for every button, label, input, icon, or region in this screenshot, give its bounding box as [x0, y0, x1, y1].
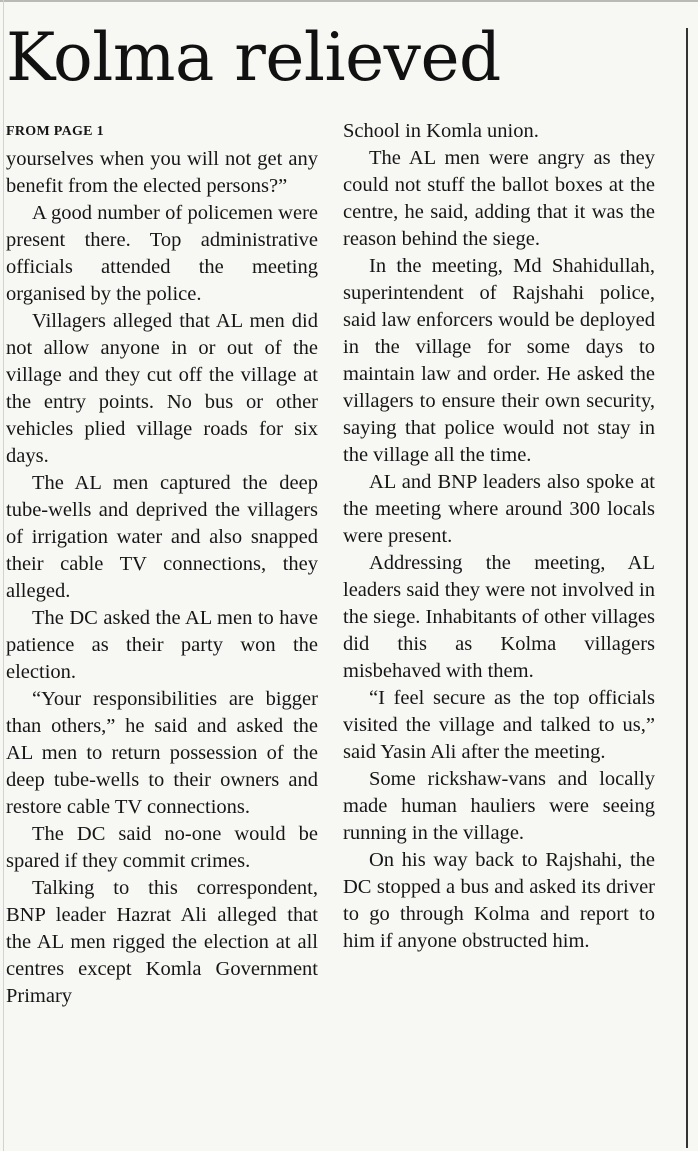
- article-paragraph: The AL men were angry as they could not stuff the ballot boxes at the centre, he said, adding that it was the reason behind the siege.: [343, 147, 655, 250]
- article-column-left: [6, 118, 318, 1148]
- article-paragraph: A good number of policemen were present there. Top administrative officials attended the meeting organised by the police.: [6, 202, 318, 305]
- article-paragraph: “I feel secure as the top officials visited the village and talked to us,” said Yasin Ali after the meeting.: [343, 687, 655, 763]
- article-paragraph: The DC asked the AL men to have patience as their party won the election.: [6, 607, 318, 683]
- article-paragraph: “Your responsibilities are bigger than others,” he said and asked the AL men to return possession of the deep tube-wells to their owners and restore cable TV connections.: [6, 688, 318, 818]
- left-edge-rule: [3, 0, 4, 1151]
- article-paragraph: Addressing the meeting, AL leaders said they were not involved in the siege. Inhabitants of other villages did this as Kolma villagers misbehaved with them.: [343, 552, 655, 682]
- article-paragraph: Villagers alleged that AL men did not allow anyone in or out of the village and they cut off the village at the entry points. No bus or other vehicles plied village roads for six days.: [6, 310, 318, 467]
- article-paragraph: yourselves when you will not get any benefit from the elected persons?”: [6, 148, 318, 197]
- article-paragraph: Some rickshaw-vans and locally made human hauliers were seeing running in the village.: [343, 768, 655, 844]
- column-rule: [686, 28, 688, 1148]
- article-column-right: [343, 118, 655, 1148]
- article-paragraph: On his way back to Rajshahi, the DC stopped a bus and asked its driver to go through Kolma and report to him if anyone obstructed him.: [343, 849, 655, 952]
- article-paragraph: The DC said no-one would be spared if they commit crimes.: [6, 823, 318, 872]
- continuation-kicker: FROM PAGE 1: [6, 124, 104, 139]
- top-rule: [0, 0, 698, 2]
- article-paragraph: The AL men captured the deep tube-wells and deprived the villagers of irrigation water and also snapped their cable TV connections, they alleged.: [6, 472, 318, 602]
- article-paragraph: AL and BNP leaders also spoke at the meeting where around 300 locals were present.: [343, 471, 655, 547]
- article-paragraph: Talking to this correspondent, BNP leader Hazrat Ali alleged that the AL men rigged the election at all centres except Komla Government Primary: [6, 877, 318, 1007]
- article-paragraph: School in Komla union.: [343, 120, 539, 142]
- article-paragraph: In the meeting, Md Shahidullah, superintendent of Rajshahi police, said law enforcers would be deployed in the village for some days to maintain law and order. He asked the villagers to ensure their own security, saying that police would not stay in the village all the time.: [343, 255, 655, 466]
- headline: Kolma relieved: [6, 19, 501, 96]
